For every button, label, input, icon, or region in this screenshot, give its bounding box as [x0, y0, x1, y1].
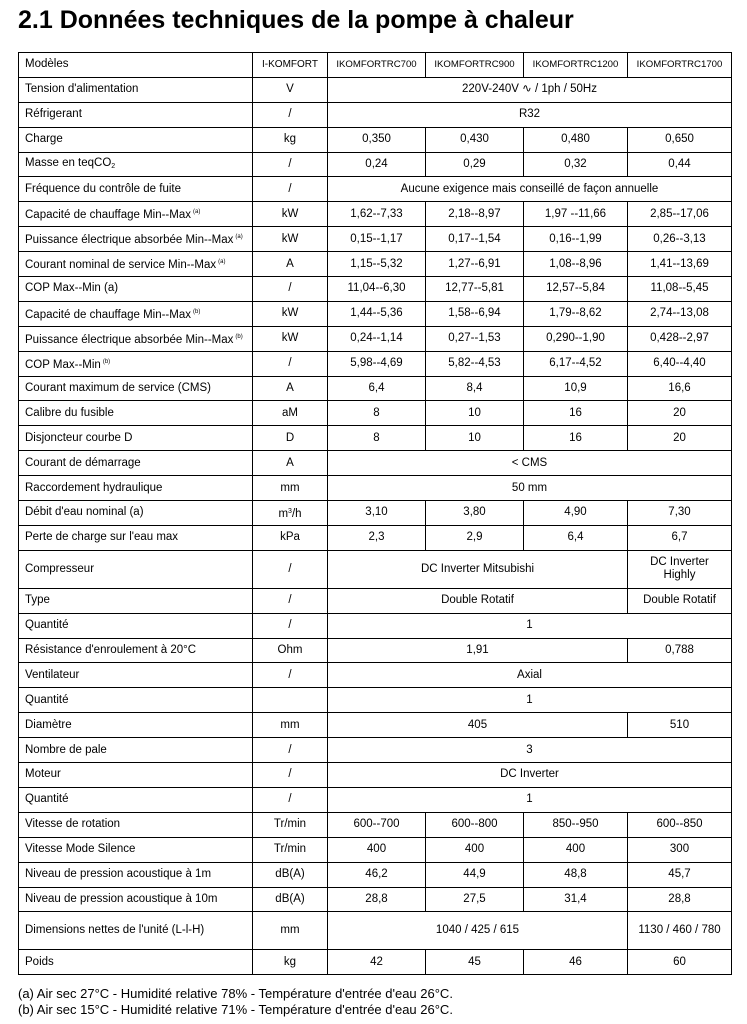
row-unit-cell	[253, 950, 328, 975]
value-cell: 20	[628, 426, 732, 451]
row-unit-cell	[253, 227, 328, 252]
value-cell: 45,7	[628, 862, 732, 887]
table-row	[19, 127, 732, 152]
row-label: Dimensions nettes de l'unité (L-l-H)	[25, 924, 205, 937]
row-unit-cell	[253, 401, 328, 426]
value-cell: 0,29	[426, 152, 524, 177]
value-cell: 0,788	[628, 638, 732, 663]
value-cell: 1,79--8,62	[524, 301, 628, 326]
table-row	[19, 152, 732, 177]
value-cell: 0,480	[524, 127, 628, 152]
row-unit: mm	[280, 718, 300, 731]
value-cell: 0,16--1,99	[524, 227, 628, 252]
row-label: Charge	[25, 133, 63, 146]
row-unit: kW	[281, 307, 299, 320]
row-unit: kW	[281, 232, 299, 245]
row-unit-cell	[253, 525, 328, 550]
row-label-cell	[19, 77, 253, 102]
value-cell: 6,4	[524, 525, 628, 550]
row-label-cell	[19, 713, 253, 738]
row-label: Fréquence du contrôle de fuite	[25, 182, 181, 195]
table-row	[19, 525, 732, 550]
row-unit-tail: /h	[291, 507, 302, 520]
merged-value-cell: 405	[328, 713, 628, 738]
row-label: Type	[25, 594, 50, 607]
row-label: Vitesse Mode Silence	[25, 843, 136, 856]
table-row	[19, 862, 732, 887]
table-row	[19, 887, 732, 912]
row-unit-cell	[253, 376, 328, 401]
row-unit-cell	[253, 812, 328, 837]
row-label: Ventilateur	[25, 668, 80, 681]
row-label-cell	[19, 763, 253, 788]
value-cell: 46,2	[328, 862, 426, 887]
merged-value-cell: Axial	[328, 663, 732, 688]
row-unit: /	[288, 793, 292, 806]
merged-value-cell: 1040 / 425 / 615	[328, 912, 628, 950]
header-unit-cell: I-KOMFORT	[253, 53, 328, 78]
row-unit-cell	[253, 763, 328, 788]
table-row	[19, 376, 732, 401]
row-unit: /	[288, 562, 292, 575]
value-cell: 12,77--5,81	[426, 277, 524, 302]
row-label-subscript: 2	[111, 162, 116, 170]
row-label-cell	[19, 525, 253, 550]
value-cell: 1,27--6,91	[426, 252, 524, 277]
table-row	[19, 476, 732, 501]
value-cell: 0,32	[524, 152, 628, 177]
row-label-cell	[19, 326, 253, 351]
value-cell: 4,90	[524, 501, 628, 526]
table-row	[19, 227, 732, 252]
table-row	[19, 837, 732, 862]
value-cell: 45	[426, 950, 524, 975]
row-unit: kg	[283, 133, 297, 146]
row-label-footnote-ref: (b)	[102, 358, 111, 365]
footnotes	[18, 986, 453, 1018]
value-cell: 1,44--5,36	[328, 301, 426, 326]
value-cell: 7,30	[628, 501, 732, 526]
row-unit: /	[288, 282, 292, 295]
table-row	[19, 950, 732, 975]
row-label: Débit d'eau nominal (a)	[25, 506, 144, 519]
merged-value-cell: 1	[328, 787, 732, 812]
table-row	[19, 301, 732, 326]
value-cell: 28,8	[328, 887, 426, 912]
row-label-cell	[19, 202, 253, 227]
value-cell: 42	[328, 950, 426, 975]
footnote-b: (b) Air sec 15°C - Humidité relative 71% - Température d'entrée d'eau 26°C.	[18, 1002, 453, 1017]
header-label-cell: Modèles	[19, 53, 253, 78]
row-label: Résistance d'enroulement à 20°C	[25, 644, 197, 657]
table-row	[19, 763, 732, 788]
row-label-footnote-ref: (b)	[235, 333, 243, 340]
row-unit: kW	[281, 207, 299, 220]
row-label: Capacité de chauffage Min--Max	[25, 308, 191, 321]
merged-value-cell: 1	[328, 688, 732, 713]
value-cell: 0,290--1,90	[524, 326, 628, 351]
value-cell: 600--700	[328, 812, 426, 837]
value-cell: 0,428--2,97	[628, 326, 732, 351]
value-cell: 1,97 --11,66	[524, 202, 628, 227]
row-unit-cell	[253, 252, 328, 277]
value-cell: 60	[628, 950, 732, 975]
value-cell: 3,80	[426, 501, 524, 526]
header-model-cell: IKOMFORTRC1200	[524, 53, 628, 78]
merged-value-cell: 1,91	[328, 638, 628, 663]
value-cell: 2,3	[328, 525, 426, 550]
value-cell: 0,430	[426, 127, 524, 152]
row-unit-cell	[253, 451, 328, 476]
row-unit: dB(A)	[275, 868, 305, 881]
table-row	[19, 713, 732, 738]
row-unit-cell	[253, 426, 328, 451]
row-unit: /	[288, 108, 292, 121]
row-label-footnote-ref: (a)	[218, 259, 226, 266]
row-unit: /	[288, 357, 292, 370]
merged-value-cell: 3	[328, 738, 732, 763]
row-label-cell	[19, 550, 253, 588]
row-unit-cell	[253, 862, 328, 887]
value-cell: 6,4	[328, 376, 426, 401]
value-cell: 0,27--1,53	[426, 326, 524, 351]
row-unit-superscript: 3	[288, 507, 292, 515]
row-unit: kPa	[280, 531, 300, 544]
table-row	[19, 501, 732, 526]
row-label-cell	[19, 862, 253, 887]
value-cell: 44,9	[426, 862, 524, 887]
value-cell: 0,24	[328, 152, 426, 177]
row-label-cell	[19, 613, 253, 638]
value-cell: 400	[328, 837, 426, 862]
value-cell: 1,58--6,94	[426, 301, 524, 326]
merged-value-cell: < CMS	[328, 451, 732, 476]
row-label: COP Max--Min	[25, 358, 101, 371]
row-unit: A	[286, 456, 294, 469]
row-label-cell	[19, 401, 253, 426]
table-row	[19, 77, 732, 102]
row-unit: A	[286, 382, 294, 395]
row-unit-cell	[253, 588, 328, 613]
value-cell: 0,15--1,17	[328, 227, 426, 252]
row-unit: /	[288, 743, 292, 756]
row-unit: /	[288, 668, 292, 681]
value-cell: 400	[426, 837, 524, 862]
table-row	[19, 401, 732, 426]
value-cell: 11,04--6,30	[328, 277, 426, 302]
row-unit: kg	[283, 955, 297, 968]
row-label-cell	[19, 376, 253, 401]
row-label-cell	[19, 663, 253, 688]
row-label: Vitesse de rotation	[25, 818, 121, 831]
merged-value-cell: Aucune exigence mais conseillé de façon annuelle	[328, 177, 732, 202]
row-label-cell	[19, 152, 253, 177]
value-cell: 10,9	[524, 376, 628, 401]
value-cell: 28,8	[628, 887, 732, 912]
value-cell: 0,350	[328, 127, 426, 152]
row-label-cell	[19, 688, 253, 713]
value-cell: 1,15--5,32	[328, 252, 426, 277]
value-cell: 3,10	[328, 501, 426, 526]
value-cell: 8	[328, 401, 426, 426]
row-unit: kW	[281, 332, 299, 345]
row-label: Quantité	[25, 693, 69, 706]
row-label: Masse en teqCO	[25, 156, 112, 169]
value-cell: 5,98--4,69	[328, 351, 426, 376]
row-unit: /	[288, 158, 292, 170]
row-unit: mm	[280, 481, 300, 494]
row-unit-cell	[253, 887, 328, 912]
row-unit-cell	[253, 638, 328, 663]
row-unit: aM	[282, 406, 298, 419]
row-label: Puissance électrique absorbée Min--Max	[25, 333, 234, 346]
value-cell: DC Inverter Highly	[628, 550, 732, 588]
row-unit-cell	[253, 613, 328, 638]
value-cell: 0,44	[628, 152, 732, 177]
row-unit-cell	[253, 501, 328, 526]
table-row	[19, 812, 732, 837]
value-cell: 1,08--8,96	[524, 252, 628, 277]
value-cell: 27,5	[426, 887, 524, 912]
value-cell: 0,24--1,14	[328, 326, 426, 351]
row-unit-cell	[253, 351, 328, 376]
value-cell: 400	[524, 837, 628, 862]
row-label-footnote-ref: (b)	[193, 308, 201, 315]
row-unit-cell	[253, 326, 328, 351]
row-label: Raccordement hydraulique	[25, 481, 163, 494]
value-cell: 11,08--5,45	[628, 277, 732, 302]
table-row	[19, 588, 732, 613]
row-unit-cell	[253, 663, 328, 688]
value-cell: 16	[524, 426, 628, 451]
row-unit-cell	[253, 550, 328, 588]
row-unit: Ohm	[277, 644, 303, 657]
row-unit-cell	[253, 713, 328, 738]
footnote-a: (a) Air sec 27°C - Humidité relative 78% - Température d'entrée d'eau 26°C.	[18, 986, 453, 1001]
table-row	[19, 787, 732, 812]
row-label: Disjoncteur courbe D	[25, 431, 133, 444]
header-model-cell: IKOMFORTRC1700	[628, 53, 732, 78]
row-label-cell	[19, 837, 253, 862]
table-row	[19, 638, 732, 663]
value-cell: 1,41--13,69	[628, 252, 732, 277]
merged-value-cell: DC Inverter	[328, 763, 732, 788]
value-cell: 2,18--8,97	[426, 202, 524, 227]
header-model-cell: IKOMFORTRC700	[328, 53, 426, 78]
table-row	[19, 613, 732, 638]
value-cell: 12,57--5,84	[524, 277, 628, 302]
row-label-cell	[19, 787, 253, 812]
row-label-cell	[19, 127, 253, 152]
row-unit: D	[285, 431, 295, 444]
row-label: Nombre de pale	[25, 743, 107, 756]
row-label: Réfrigerant	[25, 108, 82, 121]
value-cell: 1130 / 460 / 780	[628, 912, 732, 950]
row-unit: V	[286, 83, 294, 96]
value-cell: 2,74--13,08	[628, 301, 732, 326]
row-unit-cell	[253, 912, 328, 950]
row-unit: A	[286, 257, 294, 270]
row-label: Calibre du fusible	[25, 406, 114, 419]
row-label: Compresseur	[25, 562, 95, 575]
row-label: Courant maximum de service (CMS)	[25, 382, 211, 395]
table-row	[19, 451, 732, 476]
table-row	[19, 102, 732, 127]
table-row	[19, 550, 732, 588]
table-row	[19, 912, 732, 950]
value-cell: 1,62--7,33	[328, 202, 426, 227]
row-unit: mm	[280, 924, 300, 937]
merged-value-cell: 220V-240V ∿ / 1ph / 50Hz	[328, 77, 732, 102]
value-cell: 0,17--1,54	[426, 227, 524, 252]
row-label: Puissance électrique absorbée Min--Max	[25, 234, 234, 247]
row-label: Perte de charge sur l'eau max	[25, 531, 179, 544]
row-label: Quantité	[25, 793, 69, 806]
row-unit-cell	[253, 152, 328, 177]
row-label-cell	[19, 252, 253, 277]
row-label: Diamètre	[25, 718, 72, 731]
merged-value-cell: 50 mm	[328, 476, 732, 501]
value-cell: 31,4	[524, 887, 628, 912]
table-row	[19, 351, 732, 376]
value-cell: 600--850	[628, 812, 732, 837]
value-cell: 6,7	[628, 525, 732, 550]
row-label: Capacité de chauffage Min--Max	[25, 209, 191, 222]
table-row	[19, 663, 732, 688]
row-unit-cell	[253, 202, 328, 227]
value-cell: 5,82--4,53	[426, 351, 524, 376]
row-unit: /	[288, 768, 292, 781]
value-cell: 510	[628, 713, 732, 738]
row-unit-cell	[253, 837, 328, 862]
row-unit-cell	[253, 787, 328, 812]
value-cell: Double Rotatif	[628, 588, 732, 613]
value-cell: 16,6	[628, 376, 732, 401]
row-label-cell	[19, 950, 253, 975]
row-label: Courant nominal de service Min--Max	[25, 259, 217, 272]
row-label-cell	[19, 301, 253, 326]
table-row	[19, 426, 732, 451]
row-label-cell	[19, 426, 253, 451]
value-cell: 10	[426, 426, 524, 451]
value-cell: 20	[628, 401, 732, 426]
value-cell: 6,17--4,52	[524, 351, 628, 376]
table-header-row	[19, 53, 732, 78]
row-label-cell	[19, 277, 253, 302]
row-label-cell	[19, 227, 253, 252]
row-label-cell	[19, 476, 253, 501]
value-cell: 48,8	[524, 862, 628, 887]
table-row	[19, 738, 732, 763]
row-label-cell	[19, 812, 253, 837]
row-unit-cell	[253, 476, 328, 501]
value-cell: 8,4	[426, 376, 524, 401]
row-label-cell	[19, 351, 253, 376]
value-cell: 850--950	[524, 812, 628, 837]
row-label: Quantité	[25, 619, 69, 632]
value-cell: 8	[328, 426, 426, 451]
value-cell: 10	[426, 401, 524, 426]
value-cell: 2,85--17,06	[628, 202, 732, 227]
row-unit-cell	[253, 301, 328, 326]
merged-value-cell: R32	[328, 102, 732, 127]
row-label: Niveau de pression acoustique à 1m	[25, 868, 212, 881]
row-label-footnote-ref: (a)	[235, 234, 243, 241]
row-label-cell	[19, 887, 253, 912]
value-cell: 0,26--3,13	[628, 227, 732, 252]
row-unit-cell	[253, 102, 328, 127]
specifications-table	[18, 52, 732, 975]
row-unit-cell	[253, 127, 328, 152]
row-label: Tension d'alimentation	[25, 83, 139, 96]
row-unit: /	[288, 182, 292, 195]
table-row	[19, 202, 732, 227]
table-row	[19, 252, 732, 277]
row-label: Courant de démarrage	[25, 456, 141, 469]
table-row	[19, 326, 732, 351]
page-title: 2.1 Données techniques de la pompe à chaleur	[18, 6, 574, 34]
specifications-body	[19, 53, 732, 975]
value-cell: 600--800	[426, 812, 524, 837]
row-unit: m	[278, 507, 289, 520]
row-label-cell	[19, 177, 253, 202]
table-row	[19, 177, 732, 202]
row-unit: Tr/min	[273, 843, 307, 856]
value-cell: 16	[524, 401, 628, 426]
row-label-cell	[19, 738, 253, 763]
row-unit-cell	[253, 688, 328, 713]
row-label: Poids	[25, 955, 54, 968]
row-label-cell	[19, 638, 253, 663]
row-unit: /	[288, 619, 292, 632]
row-unit-cell	[253, 77, 328, 102]
table-row	[19, 688, 732, 713]
row-unit-cell	[253, 738, 328, 763]
row-label-cell	[19, 588, 253, 613]
row-unit: dB(A)	[275, 892, 305, 905]
row-label: Niveau de pression acoustique à 10m	[25, 892, 218, 905]
row-label-cell	[19, 102, 253, 127]
value-cell: 6,40--4,40	[628, 351, 732, 376]
row-label: Moteur	[25, 768, 61, 781]
row-label-cell	[19, 501, 253, 526]
value-cell: 2,9	[426, 525, 524, 550]
value-cell: 46	[524, 950, 628, 975]
row-unit-cell	[253, 277, 328, 302]
row-label-cell	[19, 912, 253, 950]
header-model-cell: IKOMFORTRC900	[426, 53, 524, 78]
row-label-cell	[19, 451, 253, 476]
row-label-footnote-ref: (a)	[193, 209, 201, 216]
row-label: COP Max--Min (a)	[25, 282, 119, 295]
row-unit: /	[288, 594, 292, 607]
row-unit-cell	[253, 177, 328, 202]
value-cell: 300	[628, 837, 732, 862]
merged-value-cell: Double Rotatif	[328, 588, 628, 613]
merged-value-cell: 1	[328, 613, 732, 638]
row-unit: Tr/min	[273, 818, 307, 831]
merged-value-cell: DC Inverter Mitsubishi	[328, 550, 628, 588]
table-row	[19, 277, 732, 302]
value-cell: 0,650	[628, 127, 732, 152]
